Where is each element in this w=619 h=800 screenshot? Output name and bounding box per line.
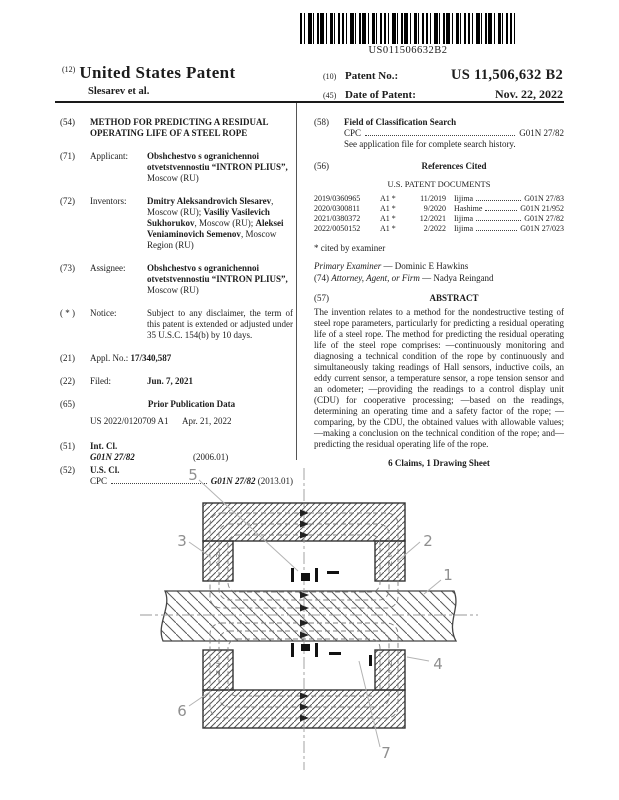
top-sensor-marks [291, 568, 339, 582]
field-74-code: (74) [314, 273, 329, 283]
attorney-value: — Nadya Reingand [419, 273, 494, 283]
assignee-label: Assignee: [90, 263, 126, 273]
date-code: (45) [323, 91, 337, 100]
cell-class: G01N 21/952 [520, 204, 564, 213]
ref-numeral-3: 3 [177, 532, 187, 550]
field-57-code: (57) [314, 293, 329, 303]
cell-kind: A1 * [380, 224, 396, 233]
cell-name: Iijima [454, 224, 474, 233]
pole-letter-bl-bot: N [215, 669, 221, 677]
dot-leader [485, 210, 517, 211]
attorney-line [314, 273, 564, 284]
cell-date: 9/2020 [423, 204, 446, 213]
field-54-title [60, 117, 293, 139]
field-notice [60, 308, 293, 341]
int-cl-class: G01N 27/82 [90, 452, 135, 462]
patent-no-value: US 11,506,632 B2 [451, 67, 563, 83]
ref-numeral-5: 5 [188, 466, 198, 484]
field-56-references [314, 161, 564, 172]
cell-kind: A1 * [380, 214, 396, 223]
rope-cross-section [161, 591, 456, 641]
table-row [314, 224, 564, 234]
us-cl-class: G01N 27/82 [210, 476, 256, 486]
table-row [314, 194, 564, 204]
filed-label: Filed: [90, 376, 112, 386]
search-note-row [314, 139, 564, 150]
search-heading: Field of Classification Search [344, 117, 457, 127]
dot-leader [476, 220, 521, 221]
cell-class: G01N 27/83 [524, 194, 564, 203]
prior-pub-heading: Prior Publication Data [147, 399, 236, 409]
barcode-number: US011506632B2 [368, 45, 448, 56]
dot-leader [365, 135, 515, 136]
search-cpc: CPC [344, 128, 362, 138]
cell-kind: A1 * [380, 194, 396, 203]
primary-examiner-label: Primary Examiner [314, 261, 382, 271]
field-65-code: (65) [60, 399, 75, 409]
barcode-icon [300, 13, 516, 44]
field-71-code: (71) [60, 151, 75, 161]
field-72-code: (72) [60, 196, 75, 206]
us-cl-cpc: CPC [90, 476, 108, 486]
cell-name: Hashime [454, 204, 483, 213]
notice-text: Subject to any disclaimer, the term of this patent is extended or adjusted under 35 U.S.C. 154(b) by 10 days. [147, 308, 293, 340]
date-of-patent-row [323, 87, 563, 102]
prior-pub-number: US 2022/0120709 A1 [90, 416, 169, 426]
assignee-location: Moscow (RU) [147, 285, 199, 295]
inventor-3: Aleksei Veniaminovich Semenov [147, 218, 284, 239]
cell-name: Iijima [454, 214, 474, 223]
notice-label: Notice: [90, 308, 117, 318]
dot-leader [476, 200, 521, 201]
appl-no-label: Appl. No.: [90, 353, 129, 363]
appl-no-value: 17/340,587 [130, 353, 172, 363]
patent-no-label: Patent No.: [345, 70, 399, 82]
cell-date: 2/2022 [423, 224, 446, 233]
inventors-label: Inventors: [90, 196, 127, 206]
search-cpc-row [314, 128, 564, 139]
attorney-label: Attorney, Agent, or Firm [331, 273, 420, 283]
filed-value: Jun. 7, 2021 [147, 376, 194, 386]
search-spacer-1 [314, 128, 344, 139]
notice-code: ( * ) [60, 308, 75, 318]
prior-pub-spacer [60, 416, 90, 427]
search-note: See application file for complete search history. [344, 139, 516, 149]
field-57-abstract [314, 293, 564, 304]
us-cl-year: (2013.01) [257, 476, 293, 486]
field-73-code: (73) [60, 263, 75, 273]
inventor-3-location: , Moscow Region (RU) [147, 229, 277, 250]
cell-pub: 2021/0380372 [314, 214, 361, 223]
date-value: Nov. 22, 2022 [494, 87, 563, 101]
cell-pub: 2020/0300811 [314, 204, 360, 213]
pole-letter-tr-bot: N [387, 560, 393, 568]
field-71-applicant [60, 151, 293, 184]
field-58-code: (58) [314, 117, 329, 127]
field-21-appl-no [60, 353, 293, 364]
pole-letter-tr-top: S [387, 551, 393, 559]
table-row [314, 214, 564, 224]
field-72-inventors [60, 196, 293, 251]
ref-numeral-7: 7 [381, 744, 391, 762]
table-row [314, 204, 564, 214]
inventor-2: Vasiliy Vasilevich Sukhorukov [147, 207, 270, 228]
cell-pub: 2022/0050152 [314, 224, 361, 233]
prior-pub-date: Apr. 21, 2022 [182, 416, 232, 426]
cell-class: G01N 27/82 [524, 214, 564, 223]
inventor-line: Slesarev et al. [88, 86, 150, 97]
patent-no-row [323, 67, 563, 84]
pole-letter-bl-top: S [215, 660, 221, 668]
field-58-search [314, 117, 564, 128]
date-label: Date of Patent: [345, 89, 416, 101]
ref-numeral-6: 6 [177, 702, 187, 720]
left-column [60, 117, 293, 499]
patent-drawing [0, 458, 619, 800]
pole-letter-br-bot: S [387, 669, 393, 677]
inventor-1: Dmitry Aleksandrovich Slesarev [147, 196, 272, 206]
cell-date: 11/2019 [420, 194, 446, 203]
abstract-heading: ABSTRACT [429, 293, 479, 303]
invention-title: METHOD FOR PREDICTING A RESIDUAL OPERATING LIFE OF A STEEL ROPE [90, 117, 269, 138]
primary-examiner-value: — Dominic E Hawkins [381, 261, 469, 271]
cited-by-examiner-note: * cited by examiner [314, 243, 386, 253]
applicant-location: Moscow (RU) [147, 173, 199, 183]
field-56-code: (56) [314, 161, 329, 171]
cell-kind: A1 * [380, 204, 396, 213]
search-class: G01N 27/82 [519, 128, 564, 138]
field-22-code: (22) [60, 376, 75, 386]
references-heading: References Cited [421, 161, 487, 171]
applicant-name: Obshchestvo s ogranichennoi otvetstvennostiu “INTRON PLIUS”, [147, 151, 288, 172]
ref-numeral-1: 1 [443, 566, 453, 584]
int-cl-label: Int. Cl. [90, 441, 118, 451]
us-patent-documents-heading: U.S. PATENT DOCUMENTS [387, 179, 491, 189]
pole-letter-br-top: N [387, 660, 393, 668]
field-54-code: (54) [60, 117, 75, 127]
kind-code: (12) [62, 65, 76, 74]
field-51-code: (51) [60, 441, 75, 451]
assignee-name: Obshchestvo s ogranichennoi otvetstvennostiu “INTRON PLIUS”, [147, 263, 288, 284]
primary-examiner-line [314, 261, 564, 272]
column-divider [296, 103, 297, 460]
ref-numeral-2: 2 [423, 532, 433, 550]
inventor-1-location: , Moscow (RU); [147, 196, 274, 217]
cell-pub: 2019/0360965 [314, 194, 361, 203]
dot-leader [476, 230, 517, 231]
field-22-filed [60, 376, 293, 387]
pole-letter-tl-bot: S [215, 560, 221, 568]
patent-header-left [62, 63, 292, 97]
us-cl-label: U.S. Cl. [90, 465, 120, 475]
header-rule [55, 101, 564, 103]
field-65-prior-pub [60, 399, 293, 410]
field-51-int-cl [60, 441, 293, 452]
field-21-code: (21) [60, 353, 75, 363]
pole-letter-tl-top: N [215, 551, 221, 559]
field-73-assignee [60, 263, 293, 296]
prior-pub-row [60, 416, 293, 427]
search-spacer-2 [314, 139, 344, 150]
cell-class: G01N 27/023 [520, 224, 564, 233]
right-column [314, 117, 564, 469]
patent-no-code: (10) [323, 72, 337, 81]
applicant-label: Applicant: [90, 151, 128, 161]
cell-date: 12/2021 [419, 214, 446, 223]
field-52-code: (52) [60, 465, 75, 475]
patent-header-right [323, 67, 563, 105]
cell-name: Iijima [454, 194, 474, 203]
claims-line: 6 Claims, 1 Drawing Sheet [388, 458, 490, 468]
int-cl-year: (2006.01) [193, 452, 229, 462]
abstract-text: The invention relates to a method for the nondestructive testing of steel rope parameters, particularly for predicting a residual operating life of a steel rope. The method for predicting the residual operating life of the steel rope comprises: —continuously monitoring and diagnosing a technical condition of the rope by continuously and simultaneously taking readings of Hall sensors, inductive coils, an eddy current sensor, a temperature sensor, a rope tension sensor and an odometer; —providing the readings to a control display unit (CDU) for cooperative processing; —based on the readings, determining an operating time and a safety factor of the rope; —comparing, by the CDU, the obtained values with allowable values; —making a conclusion on the technical condition of the rope; and—predicting the residual operating life of the rope. [314, 307, 564, 449]
ref-numeral-4: 4 [433, 655, 443, 673]
references-table [314, 194, 564, 234]
inventor-2-location: , Moscow (RU); [194, 218, 256, 228]
page-title: United States Patent [79, 63, 236, 82]
